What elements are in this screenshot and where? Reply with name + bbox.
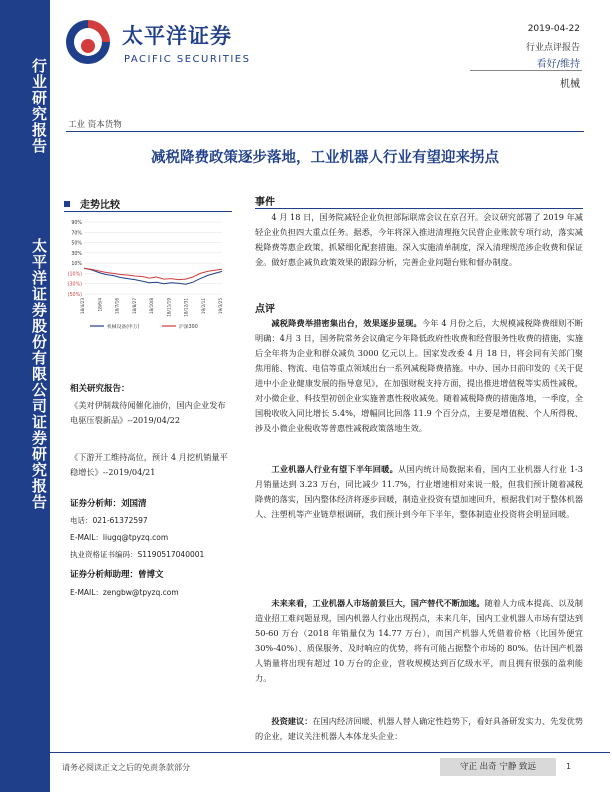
paragraph-lead: 投资建议： <box>271 716 313 726</box>
sidebar-band <box>0 0 50 792</box>
divider <box>470 70 582 71</box>
related-report-item: 《美对伊制裁待闻催化油价，国内企业发布电驱压裂新品》--2019/04/22 <box>70 400 226 425</box>
events-paragraph: 4 月 18 日，国务院减轻企业负担部际联席会议在京召开。会议研究部署了 2019 年减轻企业负担四大重点任务。据悉，今年将深入推进清理拖欠民营企业账款专项行动，落实减税降费等惠企政策，抓紧细化配套措施。深入实施清单制度，深入清理规范涉企收费和保证金。做好惠企减负政策效果的跟踪分析，完善企业问题台账和督办制度。 <box>255 212 583 267</box>
x-tick-label: 18/8/27 <box>131 298 137 315</box>
page-title: 减税降费政策逐步落地，工业机器人行业有望迎来拐点 <box>151 149 499 166</box>
y-tick-label: 70% <box>71 231 82 237</box>
assistant-heading: 证券分析师助理：曾博文 <box>70 570 164 580</box>
analyst-email: E-MAIL：liugq@tpyzq.com <box>70 533 169 542</box>
paragraph-lead: 未来来看，工业机器人市场前景巨大，国产替代不断加速。 <box>271 598 485 608</box>
comment-paragraph <box>255 316 583 436</box>
comment-heading: 点评 <box>255 304 275 315</box>
divider <box>66 131 584 132</box>
x-tick-label: 18/7/16 <box>114 298 120 315</box>
disclaimer-note: 请务必阅读正文之后的免责条款部分 <box>62 763 190 772</box>
divider <box>255 208 583 209</box>
legend-label: 沪深300 <box>179 325 198 330</box>
x-tick-label: 18/11/19 <box>166 298 172 317</box>
assistant-email: E-MAIL：zengbw@tpyzq.com <box>70 588 179 597</box>
series-line <box>84 268 222 284</box>
divider <box>64 211 232 212</box>
x-tick-label: 18/4/23 <box>80 298 85 315</box>
paragraph-body: 从国内统计局数据来看，国内工业机器人行业 1-3 月销量达到 3.23 万台，同比减少 11.7%，行业增速相对来说一般，但我们预计随着减税降费的落实，国内整体经济将逐步回暖，制造业投资有望加速回升，根据我们对于整体机器人、注塑机等产业链草根调研，我们预计到今年下半年，整体制造业投资将会明显回暖。 <box>255 464 583 519</box>
events-heading: 事件 <box>255 197 275 208</box>
y-tick-label: 90% <box>71 221 82 226</box>
x-tick-label: 19/2/11 <box>200 298 206 315</box>
page-number: 1 <box>566 762 572 771</box>
report-date: 2019-04-22 <box>527 24 580 34</box>
logo-icon <box>62 16 114 68</box>
report-category-vertical: 行业研究报告 <box>30 58 48 154</box>
analyst-cert: 执业资格证书编码：S1190517040001 <box>70 550 205 559</box>
logo-text-en: PACIFIC SECURITIES <box>124 54 251 65</box>
paragraph-body: 随着人力成本提高、以及制造业招工难问题显现，国内机器人行业出现拐点，未来几年，国内工业机器人市场有望达到 50-60 万台（2018 年销量仅为 14.77 万台），而国产机器人凭借着价格（比国外便宜 30%-40%）、质保服务、及时响应的优势，将有可能占据整个市场的 80%。估计国产机器人销量将出现有超过 10 万台的企业，营收规模达到百亿级水平，而且拥有很强的盈利能力。 <box>255 598 583 683</box>
y-tick-label: (10%) <box>67 272 82 278</box>
y-tick-label: (30%) <box>67 282 82 288</box>
legend-label: 机械设备(申万) <box>107 325 140 330</box>
trend-chart <box>60 216 232 334</box>
company-motto: 守正 出奇 宁静 致远 <box>440 758 556 776</box>
related-report-item: 《下游开工维持高位，预计 4 月挖机销量平稳增长》--2019/04/21 <box>70 452 228 477</box>
y-tick-label: (50%) <box>67 293 82 298</box>
analyst-phone: 电话：021-61372597 <box>70 516 148 525</box>
y-tick-label: 10% <box>71 262 82 268</box>
paragraph-lead: 减税降费举措密集出台，效果逐步显现。 <box>271 318 422 328</box>
comment-paragraph <box>255 596 583 686</box>
comment-paragraph <box>255 714 583 744</box>
y-tick-label: 50% <box>71 241 82 247</box>
report-type: 行业点评报告 <box>525 43 580 53</box>
x-tick-label: 19/3/25 <box>218 298 223 315</box>
y-tick-label: 30% <box>71 251 82 257</box>
paragraph-lead: 工业机器人行业有望下半年回暖。 <box>271 464 399 474</box>
x-tick-label: 18/10/8 <box>149 298 154 315</box>
company-name-vertical: 太平洋证券股份有限公司证券研究报告 <box>30 238 48 510</box>
paragraph-body: 今年 4 月份之后，大规模减税降费细则不断明确：4月 3 日，国务院常务会议确定今年降低政府性收费和经营服务性收费的措施，实施后全年将为企业和群众减负 3000 亿元以上。国家发改委 4 月 18 日，将会同有关部门聚焦用能、物流、电信等重点领域出台一系列减税降费措施。中办、国办日前印发的《关于促进中小企业健康发展的指导意见》，在加强财税支持方面，提出推进增值税等实质性减税，对小微企业、科技型初创企业实施普惠性税收减免。随着减税降费的措施落地，一季度，全国税收收入同比增长 5.4%，增幅同比回落 11.9 个百分点，主要是增值税、个人所得税、涉及小微企业税收等普惠性减税政策落地生效。 <box>255 318 583 433</box>
trend-heading: 走势比较 <box>64 196 120 211</box>
comment-paragraph <box>255 462 583 522</box>
rating: 看好/维持 <box>536 59 580 70</box>
breadcrumb: 工业 资本货物 <box>68 120 122 130</box>
analyst-heading: 证券分析师：刘国清 <box>70 499 147 509</box>
x-tick-label: 18/12/31 <box>183 298 189 317</box>
x-tick-label: 18/6/4 <box>97 298 103 312</box>
industry-label: 机械 <box>560 79 580 90</box>
logo-text-cn: 太平洋证券 <box>122 24 232 48</box>
related-heading: 相关研究报告： <box>70 384 130 394</box>
paragraph-body: 在国内经济回暖、机器人替人确定性趋势下，看好具备研发实力、先发优势的企业，建议关注机器人本体龙头企业： <box>255 716 583 741</box>
divider <box>50 752 610 753</box>
